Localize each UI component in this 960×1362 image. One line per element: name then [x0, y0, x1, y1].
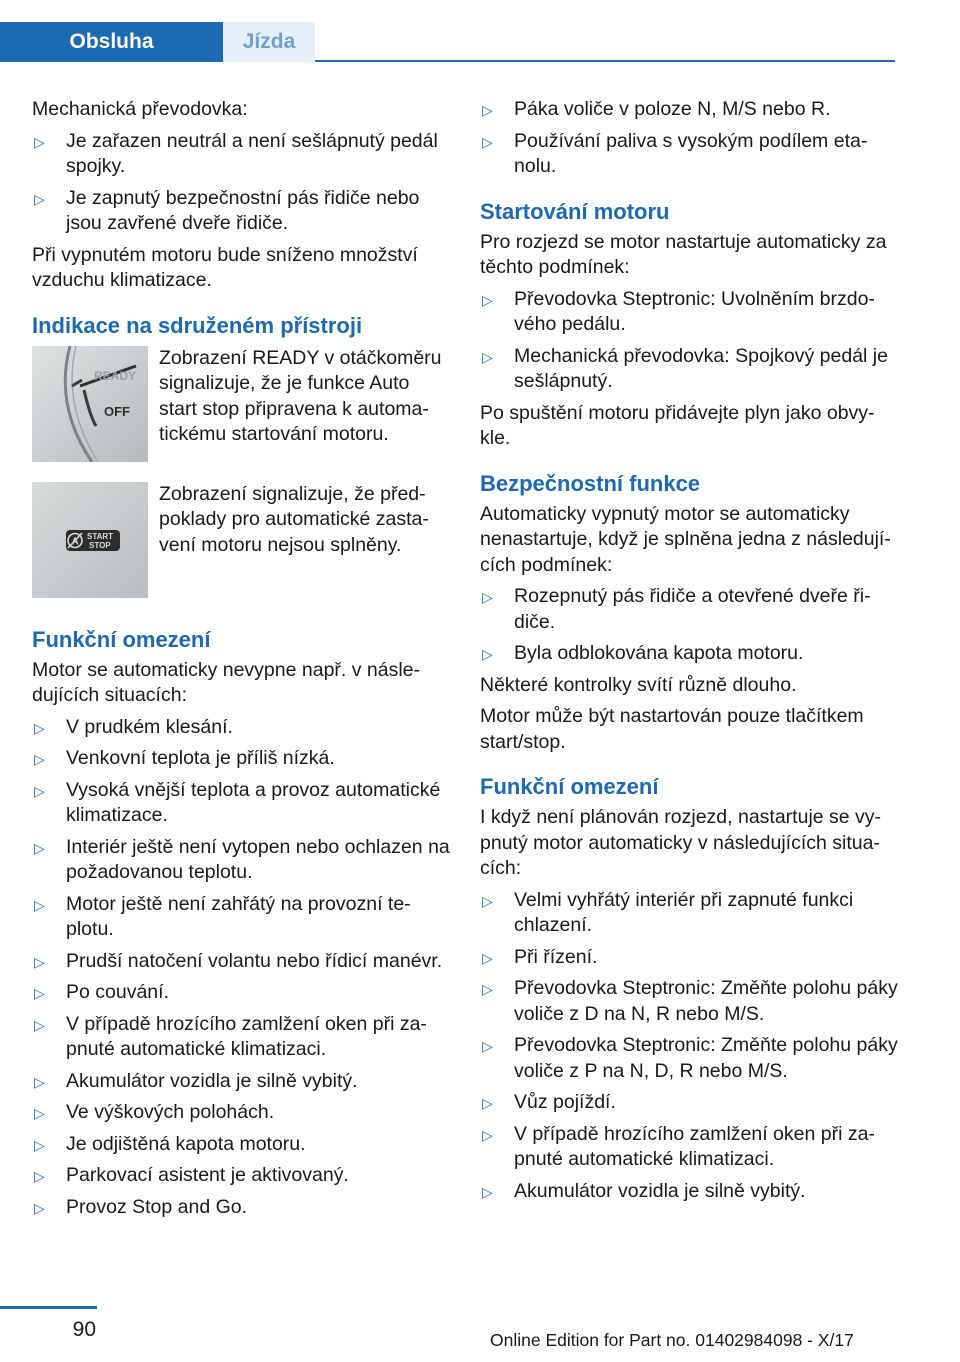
list-item [32, 949, 452, 975]
bullet-triangle-icon: ▷ [34, 1105, 45, 1121]
list-item-text: Po couvání. [66, 981, 169, 1003]
bullet-triangle-icon: ▷ [34, 953, 45, 970]
header-tabs [0, 22, 895, 62]
bullet-triangle-icon: ▷ [34, 1073, 45, 1090]
list-item-text: Převodovka Steptronic: Uvolněním brzdo‐vého pedálu. [514, 287, 875, 335]
bullet-triangle-icon: ▷ [34, 782, 45, 799]
tachometer-ready-graphic [32, 346, 148, 462]
paragraph: Automaticky vypnutý motor se automaticky nenastartuje, když je splněna jedna z následují‐cích podmínek: [480, 502, 891, 576]
tab-obsluha[interactable]: Obsluha [0, 22, 223, 62]
ready-label: READY [94, 368, 137, 383]
bullet-triangle-icon: ▷ [34, 719, 45, 736]
bullet-triangle-icon: ▷ [482, 102, 493, 118]
off-label: OFF [104, 403, 130, 419]
omezeni-right-bullet-list [480, 888, 900, 1205]
paragraph: Některé kontrolky svítí různě dlouho. [480, 673, 797, 696]
bullet-triangle-icon: ▷ [482, 589, 493, 605]
bullet-triangle-icon: ▷ [34, 133, 45, 150]
bullet-triangle-icon: ▷ [34, 1016, 45, 1033]
list-item-text: Rozepnutý pás řidiče a otevřené dveře ři‐diče. [514, 585, 871, 633]
bullet-triangle-icon: ▷ [482, 1126, 493, 1143]
list-item [32, 186, 452, 237]
left-column [32, 97, 452, 1226]
bullet-triangle-icon: ▷ [482, 1038, 493, 1054]
list-item [480, 888, 900, 939]
edition-note: Online Edition for Part no. 01402984098 - X/17 [490, 1330, 854, 1350]
list-item [32, 835, 452, 886]
list-item-text: V případě hrozícího zamlžení oken při za‐pnuté automatické klimatizaci. [514, 1122, 875, 1170]
list-item [480, 1090, 900, 1116]
section-heading-indikace: Indikace na sdruženém přístroji [32, 312, 363, 338]
list-item-text: Akumulátor vozidla je silně vybitý. [514, 1179, 806, 1202]
top-bullet-list [480, 97, 900, 180]
list-item [32, 1100, 452, 1126]
startovani-bullet-list [480, 287, 900, 395]
list-item-text: Je zapnutý bezpečnostní pás řidiče nebo jsou zavřené dveře řidiče. [66, 186, 420, 234]
list-item-text: Provoz Stop and Go. [66, 1195, 248, 1218]
list-item [32, 980, 452, 1006]
list-item-text: Ve výškových polohách. [66, 1101, 275, 1123]
list-item-text: Vysoká vnější teplota a provoz automatické klimatizace. [66, 778, 441, 826]
list-item-text: Používání paliva s vysokým podílem eta‐nolu. [514, 129, 868, 177]
list-item [480, 945, 900, 971]
bullet-triangle-icon: ▷ [482, 892, 493, 909]
list-item [480, 287, 900, 338]
list-item-text: Vůz pojíždí. [514, 1091, 616, 1113]
paragraph: Motor může být nastartován pouze tlačítkem start/stop. [480, 705, 864, 753]
paragraph: Pro rozjezd se motor nastartuje automaticky za těchto podmínek: [480, 230, 887, 278]
bullet-triangle-icon: ▷ [482, 348, 493, 365]
bullet-triangle-icon: ▷ [34, 190, 45, 207]
list-item-text: V případě hrozícího zamlžení oken při za‐pnuté automatické klimatizaci. [66, 1012, 427, 1060]
bullet-triangle-icon: ▷ [34, 839, 45, 856]
bullet-triangle-icon: ▷ [34, 985, 45, 1001]
bullet-triangle-icon: ▷ [482, 1183, 493, 1200]
figure-row-ready [32, 346, 452, 462]
intro-text: Mechanická převodovka: [32, 98, 248, 120]
bezpecnostni-bullet-list [480, 584, 900, 667]
list-item-text: Akumulátor vozidla je silně vybitý. [66, 1069, 358, 1092]
page-number: 90 [72, 1318, 96, 1341]
list-item-text: Velmi vyhřátý interiér při zapnuté funkci chlazení. [514, 888, 854, 936]
bullet-triangle-icon: ▷ [482, 949, 493, 966]
list-item-text: Převodovka Steptronic: Změňte polohu páky voliče z P na N, D, R nebo M/S. [514, 1034, 898, 1082]
list-item [32, 715, 452, 741]
list-item [480, 344, 900, 395]
list-item [32, 1012, 452, 1063]
section-heading-startovani: Startování motoru [480, 198, 670, 224]
list-item-text: Interiér ještě není vytopen nebo ochlazen na požadovanou teplotu. [66, 835, 450, 883]
paragraph: I když není plánován rozjezd, nastartuje se vy‐pnutý motor automaticky v následujících situa‐cích: [480, 806, 882, 879]
list-item-text: Venkovní teplota je příliš nízká. [66, 747, 335, 769]
paragraph: Motor se automaticky nevypne např. v násle‐dujících situacích: [32, 658, 421, 706]
list-item-text: Prudší natočení volantu nebo řídicí manévr. [66, 949, 443, 972]
section-heading-omezeni: Funkční omezení [32, 626, 211, 652]
bullet-triangle-icon: ▷ [482, 1095, 493, 1111]
section-heading-bezpecnostni: Bezpečnostní funkce [480, 470, 701, 496]
list-item-text: Motor ještě není zahřátý na provozní te‐plotu. [66, 892, 411, 940]
list-item [32, 778, 452, 829]
stop-label: STOP [89, 540, 111, 550]
list-item-text: Je zařazen neutrál a není sešlápnutý pedál spojky. [66, 129, 438, 177]
paragraph: Po spuštění motoru přidávejte plyn jako obvy‐kle. [480, 401, 875, 449]
list-item-text: Při řízení. [514, 945, 598, 968]
list-item-text: Je odjištěná kapota motoru. [66, 1132, 306, 1155]
list-item-text: Byla odblokována kapota motoru. [514, 642, 804, 664]
tab-jizda[interactable]: Jízda [223, 22, 315, 62]
list-item-text: Parkovací asistent je aktivovaný. [66, 1164, 349, 1186]
tachometer-ready-image [32, 346, 148, 462]
list-item [480, 1122, 900, 1173]
list-item [480, 1033, 900, 1084]
bullet-triangle-icon: ▷ [34, 1136, 45, 1153]
startstop-description: Zobrazení signalizuje, že před‐poklady pro automatické zasta‐vení motoru nejsou splněny. [159, 482, 429, 556]
list-item [480, 97, 900, 123]
auto-start-stop-image [32, 482, 148, 598]
auto-a-label: A [71, 536, 79, 547]
footer-rule [0, 1306, 97, 1309]
list-item [32, 1195, 452, 1221]
list-item-text: V prudkém klesání. [66, 715, 233, 738]
bullet-triangle-icon: ▷ [34, 896, 45, 913]
list-item [32, 1069, 452, 1095]
list-item [32, 1163, 452, 1189]
list-item [32, 129, 452, 180]
auto-start-stop-icon [32, 482, 148, 598]
ready-description: Zobrazení READY v otáčkoměru signalizuje, že je funkce Auto start stop připravena k automa‐tickému startování motoru. [159, 346, 442, 445]
bullet-triangle-icon: ▷ [34, 1199, 45, 1216]
list-item-text: Páka voliče v poloze N, M/S nebo R. [514, 98, 831, 120]
list-item [480, 641, 900, 667]
bullet-triangle-icon: ▷ [482, 291, 493, 308]
omezeni-bullet-list [32, 715, 452, 1221]
list-item [32, 892, 452, 943]
right-column [480, 97, 900, 1210]
list-item [32, 746, 452, 772]
bullet-triangle-icon: ▷ [482, 133, 493, 150]
bullet-triangle-icon: ▷ [34, 751, 45, 767]
intro-bullet-list [32, 129, 452, 237]
list-item [480, 584, 900, 635]
bullet-triangle-icon: ▷ [34, 1168, 45, 1184]
list-item [480, 1179, 900, 1205]
list-item [32, 1132, 452, 1158]
start-label: START [87, 531, 114, 541]
list-item [480, 129, 900, 180]
bullet-triangle-icon: ▷ [482, 981, 493, 997]
list-item [480, 976, 900, 1027]
list-item-text: Převodovka Steptronic: Změňte polohu páky voliče z D na N, R nebo M/S. [514, 977, 898, 1025]
figure-row-startstop [32, 482, 452, 598]
section-heading-omezeni-right: Funkční omezení [480, 774, 659, 799]
bullet-triangle-icon: ▷ [482, 646, 493, 662]
list-item-text: Mechanická převodovka: Spojkový pedál je sešlápnutý. [514, 344, 888, 392]
paragraph: Při vypnutém motoru bude sníženo množství vzduchu klimatizace. [32, 243, 418, 291]
